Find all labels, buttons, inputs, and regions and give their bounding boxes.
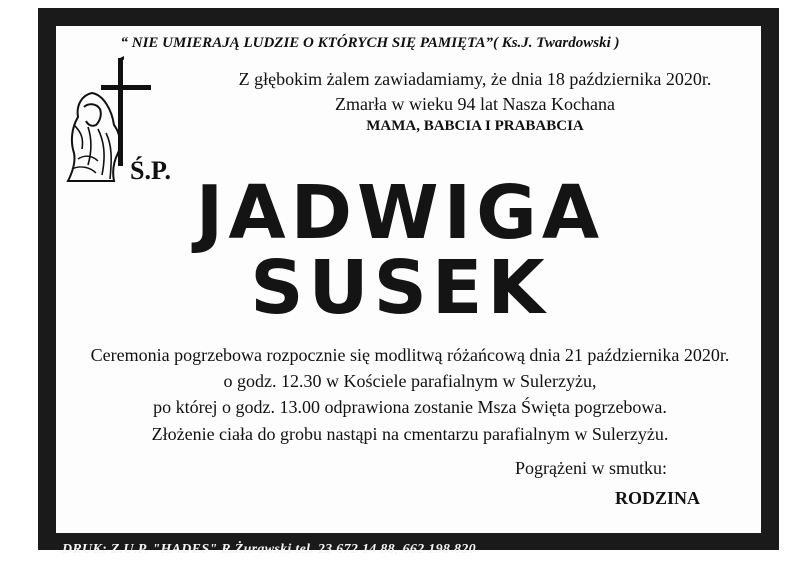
deceased-prefix: Ś.P. bbox=[130, 156, 171, 185]
deceased-first-name: JADWIGA bbox=[195, 170, 605, 256]
family-signature: RODZINA bbox=[615, 488, 701, 508]
ceremony-line-3: po której o godz. 13.00 odprawiona zostanie Msza Święta pogrzebowa. bbox=[153, 397, 667, 417]
announcement-line-1: Z głębokim żalem zawiadamiamy, że dnia 18 października 2020r. bbox=[238, 69, 712, 89]
motto bbox=[60, 35, 680, 52]
announcement-line-2: Zmarła w wieku 94 lat Nasza Kochana bbox=[335, 94, 615, 114]
ceremony-line-2: o godz. 12.30 w Kościele parafialnym w Sulerzyżu, bbox=[223, 371, 597, 391]
motto-author: ( Ks.J. Twardowski ) bbox=[492, 35, 620, 51]
printer-footer: DRUK: Z.U.P. "HADES" R.Żurawski tel. 23 672 14 88, 662 198 820 bbox=[62, 542, 476, 557]
motto-quote: “ NIE UMIERAJĄ LUDZIE O KTÓRYCH SIĘ PAMIĘTA” bbox=[120, 35, 493, 51]
ceremony-line-1: Ceremonia pogrzebowa rozpocznie się modlitwą różańcową dnia 21 października 2020r. bbox=[90, 345, 730, 365]
announcement-line-3: MAMA, BABCIA I PRABABCIA bbox=[366, 118, 584, 134]
deceased-last-name: SUSEK bbox=[250, 245, 550, 331]
mourners-label: Pogrążeni w smutku: bbox=[515, 458, 667, 478]
ceremony-line-4: Złożenie ciała do grobu nastąpi na cmentarzu parafialnym w Sulerzyżu. bbox=[151, 424, 669, 444]
